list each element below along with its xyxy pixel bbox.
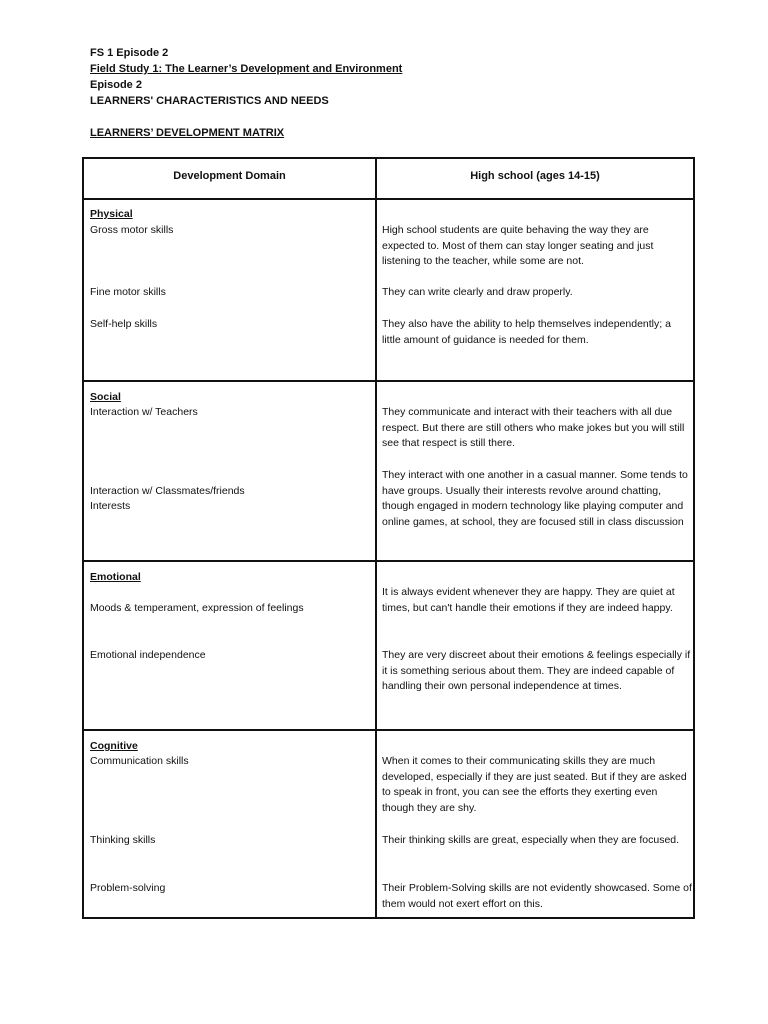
domain-item-description: Their thinking skills are great, especially when they are focused. <box>382 834 680 846</box>
category-social: Social <box>90 391 121 403</box>
domain-item-description: They can write clearly and draw properly. <box>382 286 573 298</box>
domain-item-description: They interact with one another in a casual manner. Some tends to have groups. Usually their interests revolve around chatting, though engaged in modern technology like playing computer and online games, at school, they are focused still in class discussion <box>382 469 688 528</box>
row-divider <box>84 198 693 200</box>
section-heading: LEARNERS' CHARACTERISTICS AND NEEDS <box>90 95 329 107</box>
matrix-title: LEARNERS’ DEVELOPMENT MATRIX <box>90 127 285 139</box>
row-divider <box>84 729 693 731</box>
episode-subtitle: Episode 2 <box>90 79 142 91</box>
domain-item-description: Their Problem-Solving skills are not evidently showcased. Some of them would not exert effort on this. <box>382 882 692 910</box>
category-cognitive: Cognitive <box>90 740 138 752</box>
column-header-domain: Development Domain <box>173 170 286 182</box>
domain-item-description: It is always evident whenever they are happy. They are quiet at times, but can't handle their emotions if they are indeed happy. <box>382 586 675 614</box>
development-matrix-table <box>82 157 695 919</box>
category-physical: Physical <box>90 208 133 220</box>
domain-item-label: Gross motor skills <box>90 224 174 236</box>
row-divider <box>84 380 693 382</box>
domain-item-label: Interests <box>90 500 131 512</box>
domain-item-label: Thinking skills <box>90 834 156 846</box>
domain-item-label: Problem-solving <box>90 882 166 894</box>
domain-item-label: Interaction w/ Classmates/friends <box>90 485 245 497</box>
domain-item-description: They are very discreet about their emotions & feelings especially if it is something serious about them. They are indeed capable of handling their own personal independence at times. <box>382 649 691 693</box>
domain-item-description: They also have the ability to help themselves independently; a little amount of guidance is needed for them. <box>382 318 671 346</box>
row-divider <box>84 560 693 562</box>
column-divider <box>375 159 377 917</box>
domain-item-description: They communicate and interact with their teachers with all due respect. But there are still others who make jokes but you will still see that respect is still there. <box>382 406 685 450</box>
domain-item-label: Moods & temperament, expression of feelings <box>90 602 304 614</box>
column-header-age-group: High school (ages 14-15) <box>470 170 600 182</box>
domain-item-description: When it comes to their communicating skills they are much developed, especially if they are just seated. But if they are asked to speak in front, you can see the efforts they exerting even though they are shy. <box>382 755 687 814</box>
domain-item-description: High school students are quite behaving the way they are expected to. Most of them can stay longer seating and just listening to the teacher, while some are not. <box>382 224 654 268</box>
field-study-title: Field Study 1: The Learner’s Development and Environment <box>90 63 403 75</box>
episode-label: FS 1 Episode 2 <box>90 47 169 59</box>
category-emotional: Emotional <box>90 571 141 583</box>
domain-item-label: Fine motor skills <box>90 286 166 298</box>
domain-item-label: Emotional independence <box>90 649 206 661</box>
domain-item-label: Communication skills <box>90 755 189 767</box>
domain-item-label: Self-help skills <box>90 318 158 330</box>
document-header <box>90 45 690 109</box>
domain-item-label: Interaction w/ Teachers <box>90 406 198 418</box>
